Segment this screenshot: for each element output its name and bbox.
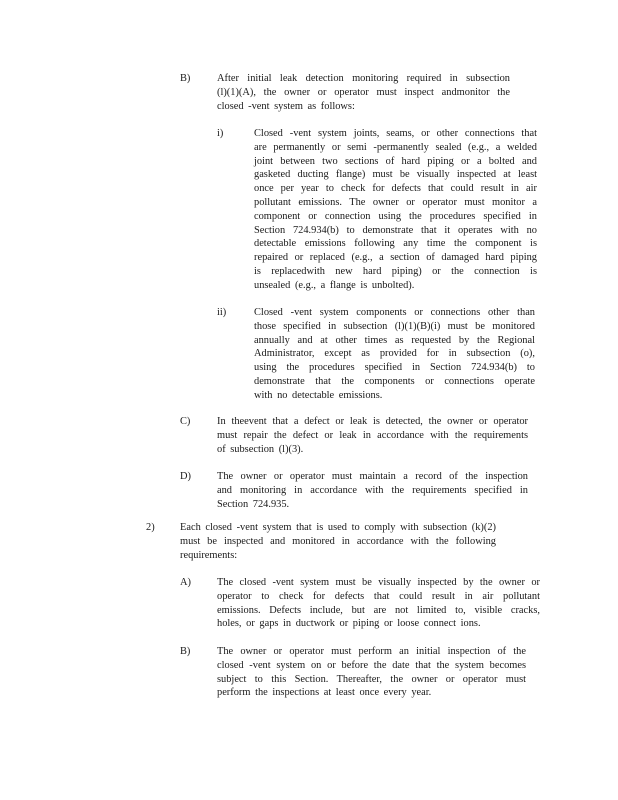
text-line: repaired or replaced (e.g., a section of damaged hard piping [254, 252, 537, 264]
item-label: C) [180, 416, 191, 427]
text-line: (l)(1)(A), the owner or operator must inspect andmonitor the [217, 86, 510, 98]
text-line: emissions. Defects include, but are not limited to, visible cracks, [217, 604, 540, 616]
text-line: subject to this Section. Thereafter, the owner or operator must [217, 673, 526, 685]
item-label: B) [180, 73, 191, 84]
text-line: joint between two sections of hard piping or a bolted and [254, 155, 537, 167]
text-line: Section 724.934(b) to demonstrate that it operates with no [254, 224, 537, 236]
text-line: The owner or operator must perform an initial inspection of the [217, 646, 526, 657]
item-text [217, 415, 528, 456]
item-text [254, 306, 535, 403]
item-label: A) [180, 577, 191, 588]
text-line: Closed -vent system joints, seams, or other connections that [254, 128, 537, 139]
text-line: perform the inspections at least once every year. [217, 687, 432, 699]
item-label: B) [180, 646, 191, 657]
item-label: ii) [217, 307, 227, 318]
text-line: operator to check for defects that could result in air pollutant [217, 590, 540, 602]
text-line: pollutant emissions. The owner or operator must monitor a [254, 196, 537, 208]
text-line: The closed -vent system must be visually inspected by the owner or [217, 577, 540, 588]
item-text [254, 127, 537, 293]
text-line: closed -vent system on or before the date that the system becomes [217, 659, 526, 671]
text-line: In theevent that a defect or leak is detected, the owner or operator [217, 416, 528, 427]
text-line: must repair the defect or leak in accordance with the requirements [217, 429, 528, 441]
item-label: D) [180, 471, 191, 482]
text-line: demonstrate that the components or connections operate [254, 375, 535, 387]
text-line: those specified in subsection (l)(1)(B)(i) must be monitored [254, 320, 535, 332]
text-line: gasketed ducting flange) must be visually inspected at least [254, 169, 537, 181]
text-line: using the procedures specified in Section 724.934(b) to [254, 362, 535, 374]
text-line: annually and at other times as requested by the Regional [254, 334, 535, 346]
text-line: holes, or gaps in ductwork or piping or loose connect ions. [217, 618, 481, 630]
text-line: requirements: [180, 549, 238, 561]
text-line: closed -vent system as follows: [217, 100, 355, 112]
text-line: Closed -vent system components or connections other than [254, 307, 535, 318]
item-label: 2) [146, 522, 155, 533]
text-line: Each closed -vent system that is used to comply with subsection (k)(2) [180, 522, 496, 533]
text-line: are permanently or semi -permanently sealed (e.g., a welded [254, 141, 537, 153]
text-line: with no detectable emissions. [254, 389, 383, 401]
item-text [217, 72, 510, 113]
item-text [217, 576, 540, 631]
text-line: Administrator, except as provided for in subsection (o), [254, 348, 535, 360]
text-line: once per year to check for defects that could result in air [254, 183, 537, 195]
text-line: Section 724.935. [217, 498, 290, 510]
text-line: component or connection using the procedures specified in [254, 210, 537, 222]
item-text [217, 470, 528, 511]
item-label: i) [217, 128, 224, 139]
text-line: and monitoring in accordance with the requirements specified in [217, 484, 528, 496]
item-text [217, 645, 526, 700]
text-line: After initial leak detection monitoring required in subsection [217, 73, 510, 84]
item-text [180, 521, 496, 562]
text-line: unsealed (e.g., a flange is unbolted). [254, 279, 415, 291]
text-line: is replacedwith new hard piping) or the connection is [254, 265, 537, 277]
text-line: The owner or operator must maintain a record of the inspection [217, 471, 528, 482]
text-line: detectable emissions following any time the component is [254, 238, 537, 250]
text-line: must be inspected and monitored in accordance with the following [180, 535, 496, 547]
text-line: of subsection (l)(3). [217, 443, 304, 455]
